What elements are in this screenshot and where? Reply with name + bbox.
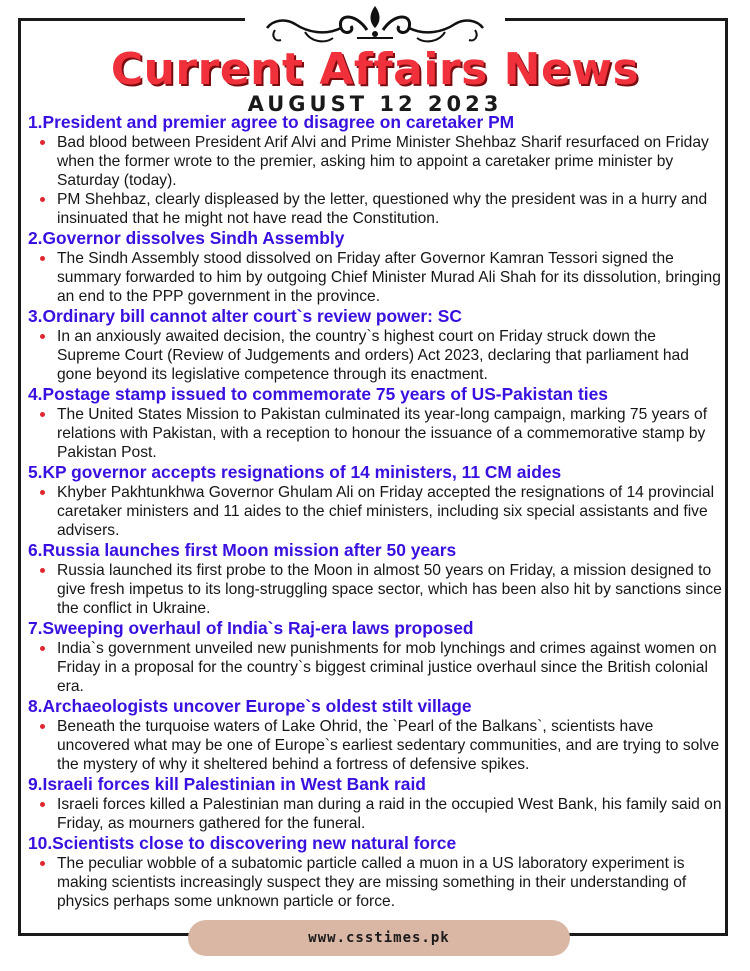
news-bullets xyxy=(28,561,722,618)
news-item xyxy=(28,774,722,833)
news-heading: 6.Russia launches first Moon mission after 50 years xyxy=(28,540,457,560)
news-bullet: The United States Mission to Pakistan culminated its year-long campaign, marking 75 years of relations with Pakistan, with a reception to honour the issuance of a commemorative stamp by Pakistan Post. xyxy=(28,405,722,462)
news-bullets xyxy=(28,483,722,540)
news-bullet: In an anxiously awaited decision, the country`s highest court on Friday struck down the Supreme Court (Review of Judgements and orders) Act 2023, declaring that parliament had gone beyond its legislative competence through its enactment. xyxy=(28,327,722,384)
news-heading: 4.Postage stamp issued to commemorate 75 years of US-Pakistan ties xyxy=(28,384,608,404)
news-item xyxy=(28,618,722,696)
news-item xyxy=(28,112,722,228)
news-bullets xyxy=(28,249,722,306)
news-bullet: India`s government unveiled new punishments for mob lynchings and crimes against women on Friday in a proposal for the country`s biggest criminal justice overhaul since the British colonial era. xyxy=(28,639,722,696)
news-heading: 9.Israeli forces kill Palestinian in West Bank raid xyxy=(28,774,426,794)
news-heading: 1.President and premier agree to disagree on caretaker PM xyxy=(28,112,515,132)
news-heading: 8.Archaeologists uncover Europe`s oldest stilt village xyxy=(28,696,472,716)
news-item xyxy=(28,228,722,306)
news-bullets xyxy=(28,795,722,833)
news-item xyxy=(28,696,722,774)
news-bullets xyxy=(28,717,722,774)
news-heading: 2.Governor dissolves Sindh Assembly xyxy=(28,228,345,248)
news-item xyxy=(28,384,722,462)
footer-url[interactable]: www.csstimes.pk xyxy=(188,920,570,956)
news-bullets xyxy=(28,405,722,462)
news-bullet: The Sindh Assembly stood dissolved on Friday after Governor Kamran Tessori signed the summary forwarded to him by outgoing Chief Minister Murad Ali Shah for its dissolution, bringing an end to the PPP government in the province. xyxy=(28,249,722,306)
news-bullets xyxy=(28,639,722,696)
news-item xyxy=(28,540,722,618)
news-heading: 5.KP governor accepts resignations of 14 ministers, 11 CM aides xyxy=(28,462,562,482)
news-heading: 7.Sweeping overhaul of India`s Raj-era laws proposed xyxy=(28,618,474,638)
news-bullet: The peculiar wobble of a subatomic particle called a muon in a US laboratory experiment is making scientists increasingly suspect they are missing something in their understanding of physics perhaps some unknown particle or force. xyxy=(28,854,722,911)
news-heading: 3.Ordinary bill cannot alter court`s review power: SC xyxy=(28,306,462,326)
page-date: AUGUST 12 2023 xyxy=(247,92,503,116)
news-bullets xyxy=(28,327,722,384)
news-item xyxy=(28,306,722,384)
news-bullets xyxy=(28,133,722,228)
news-list xyxy=(28,112,722,911)
news-heading: 10.Scientists close to discovering new natural force xyxy=(28,833,457,853)
news-bullets xyxy=(28,854,722,911)
news-item xyxy=(28,462,722,540)
page-title: Current Affairs News xyxy=(110,44,640,95)
news-bullet: Bad blood between President Arif Alvi and Prime Minister Shehbaz Sharif resurfaced on Friday when the former wrote to the premier, asking him to appoint a caretaker prime minister by Saturday (today). xyxy=(28,133,722,190)
news-bullet: Beneath the turquoise waters of Lake Ohrid, the `Pearl of the Balkans`, scientists have uncovered what may be one of Europe`s earliest sedentary communities, and are trying to solve the mystery of why it sheltered behind a fortress of defensive spikes. xyxy=(28,717,722,774)
news-bullet: Russia launched its first probe to the Moon in almost 50 years on Friday, a mission designed to give fresh impetus to its long-struggling space sector, which has been also hit by sanctions since the conflict in Ukraine. xyxy=(28,561,722,618)
news-bullet: Khyber Pakhtunkhwa Governor Ghulam Ali on Friday accepted the resignations of 14 provincial caretaker ministers and 11 aides to the chief ministers, including six special assistants and five advisers. xyxy=(28,483,722,540)
news-item xyxy=(28,833,722,911)
news-bullet: PM Shehbaz, clearly displeased by the letter, questioned why the president was in a hurry and insinuated that he might not have read the Constitution. xyxy=(28,190,722,228)
news-bullet: Israeli forces killed a Palestinian man during a raid in the occupied West Bank, his family said on Friday, as mourners gathered for the funeral. xyxy=(28,795,722,833)
